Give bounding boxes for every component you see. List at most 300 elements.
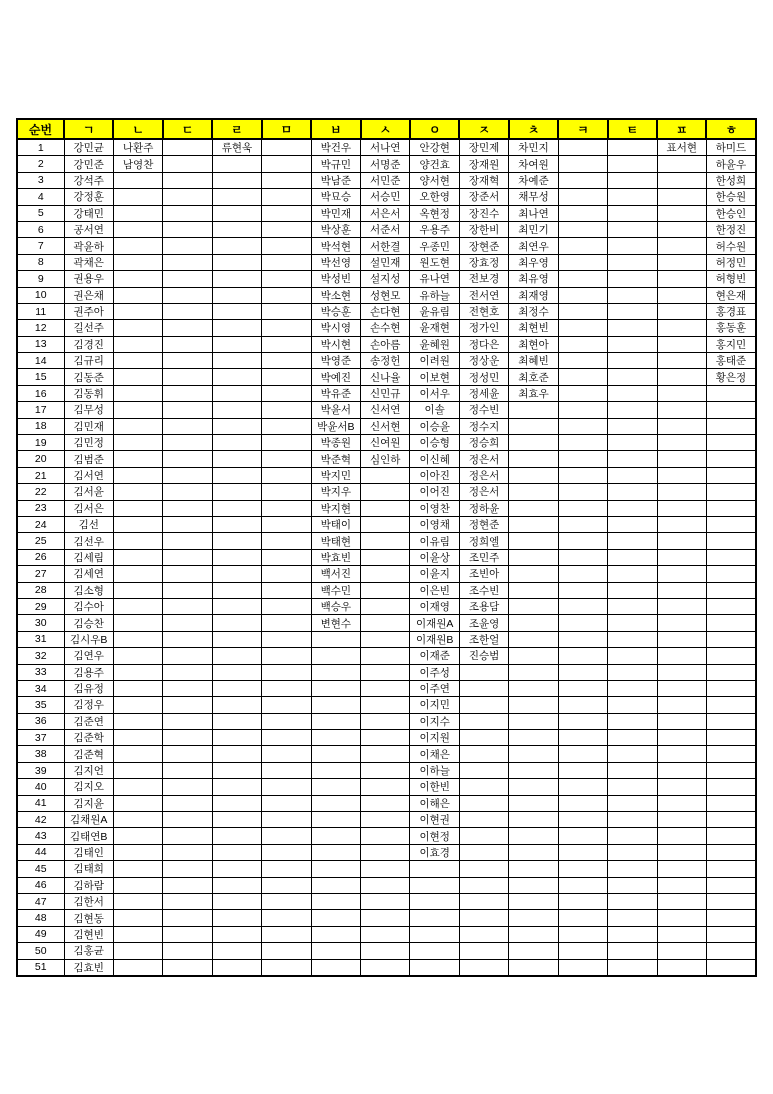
name-cell <box>608 369 657 385</box>
name-cell <box>262 680 311 696</box>
name-cell <box>262 254 311 270</box>
name-cell <box>262 713 311 729</box>
name-cell: 조용담 <box>459 598 508 614</box>
name-cell <box>509 959 558 976</box>
name-cell <box>608 631 657 647</box>
name-cell <box>163 762 212 778</box>
name-cell <box>262 287 311 303</box>
name-cell <box>311 877 360 893</box>
name-cell <box>608 336 657 352</box>
name-cell <box>361 959 410 976</box>
table-row <box>17 680 756 696</box>
name-cell: 표서현 <box>657 139 706 156</box>
name-cell: 이영채 <box>410 516 459 532</box>
name-cell <box>163 402 212 418</box>
name-cell: 백서진 <box>311 566 360 582</box>
table-row <box>17 418 756 434</box>
name-cell <box>212 303 261 319</box>
name-cell <box>657 910 706 926</box>
name-cell <box>163 451 212 467</box>
name-cell <box>558 664 607 680</box>
name-cell <box>706 648 756 664</box>
name-cell <box>509 664 558 680</box>
name-cell <box>608 615 657 631</box>
col-header-consonant: ㅈ <box>459 119 508 139</box>
name-cell: 강민균 <box>64 139 113 156</box>
name-cell <box>361 533 410 549</box>
name-cell: 김서은 <box>64 500 113 516</box>
name-cell <box>657 484 706 500</box>
name-cell: 이채은 <box>410 746 459 762</box>
name-cell <box>459 746 508 762</box>
name-cell <box>459 680 508 696</box>
name-cell <box>262 221 311 237</box>
name-cell <box>657 582 706 598</box>
name-cell <box>113 680 162 696</box>
name-cell <box>262 516 311 532</box>
name-cell: 정승희 <box>459 435 508 451</box>
name-cell: 조수빈 <box>459 582 508 598</box>
name-cell: 이한빈 <box>410 779 459 795</box>
name-cell: 전보경 <box>459 271 508 287</box>
name-cell: 이아진 <box>410 467 459 483</box>
name-cell <box>558 648 607 664</box>
name-cell <box>361 566 410 582</box>
row-number-cell: 34 <box>17 680 64 696</box>
name-cell: 최민기 <box>509 221 558 237</box>
name-cell: 최현아 <box>509 336 558 352</box>
name-cell <box>262 631 311 647</box>
row-number-cell: 11 <box>17 303 64 319</box>
name-cell: 홍동훈 <box>706 320 756 336</box>
name-cell <box>608 451 657 467</box>
name-cell <box>706 484 756 500</box>
name-cell <box>608 238 657 254</box>
name-cell <box>163 795 212 811</box>
name-cell: 장준서 <box>459 189 508 205</box>
name-cell <box>163 271 212 287</box>
row-number-cell: 15 <box>17 369 64 385</box>
name-cell <box>410 959 459 976</box>
name-cell <box>657 238 706 254</box>
name-cell <box>657 516 706 532</box>
name-cell <box>509 746 558 762</box>
name-cell: 장효정 <box>459 254 508 270</box>
name-cell: 김지오 <box>64 779 113 795</box>
name-cell: 정수지 <box>459 418 508 434</box>
name-cell: 차민지 <box>509 139 558 156</box>
name-cell <box>608 861 657 877</box>
name-cell: 김홍균 <box>64 943 113 959</box>
name-cell <box>608 418 657 434</box>
row-number-cell: 14 <box>17 353 64 369</box>
name-cell <box>509 861 558 877</box>
name-cell <box>163 828 212 844</box>
name-cell: 김현빈 <box>64 926 113 942</box>
row-number-cell: 9 <box>17 271 64 287</box>
name-cell <box>113 205 162 221</box>
name-cell <box>509 615 558 631</box>
name-cell: 장한비 <box>459 221 508 237</box>
name-cell <box>558 680 607 696</box>
name-cell <box>113 484 162 500</box>
name-cell <box>163 139 212 156</box>
name-cell <box>706 762 756 778</box>
header-row <box>17 119 756 139</box>
name-cell: 김지언 <box>64 762 113 778</box>
name-cell: 김지윤 <box>64 795 113 811</box>
name-cell <box>706 664 756 680</box>
name-cell: 박지현 <box>311 500 360 516</box>
name-cell: 우용주 <box>410 221 459 237</box>
name-cell: 김무성 <box>64 402 113 418</box>
row-number-cell: 46 <box>17 877 64 893</box>
table-row <box>17 320 756 336</box>
name-cell <box>657 697 706 713</box>
name-cell: 최현빈 <box>509 320 558 336</box>
name-cell <box>262 959 311 976</box>
name-cell <box>212 516 261 532</box>
name-cell <box>657 926 706 942</box>
name-cell: 박태이 <box>311 516 360 532</box>
name-cell <box>113 713 162 729</box>
name-cell <box>608 697 657 713</box>
name-cell <box>459 877 508 893</box>
name-cell: 김태인 <box>64 844 113 860</box>
name-cell <box>558 861 607 877</box>
name-cell <box>262 139 311 156</box>
row-number-cell: 42 <box>17 812 64 828</box>
name-cell <box>608 746 657 762</box>
name-cell <box>361 762 410 778</box>
name-cell <box>706 844 756 860</box>
name-cell: 서준서 <box>361 221 410 237</box>
name-cell <box>657 533 706 549</box>
name-cell <box>311 910 360 926</box>
table-row <box>17 484 756 500</box>
name-cell <box>262 320 311 336</box>
name-cell <box>163 566 212 582</box>
name-cell <box>113 451 162 467</box>
name-cell <box>657 861 706 877</box>
name-cell: 이재영 <box>410 598 459 614</box>
name-cell <box>558 385 607 401</box>
row-number-cell: 47 <box>17 893 64 909</box>
name-cell <box>212 484 261 500</box>
name-cell <box>608 877 657 893</box>
name-cell <box>163 664 212 680</box>
table-row <box>17 533 756 549</box>
name-cell <box>113 435 162 451</box>
name-cell <box>509 828 558 844</box>
name-cell <box>509 812 558 828</box>
name-cell <box>608 516 657 532</box>
name-cell <box>262 730 311 746</box>
row-number-cell: 7 <box>17 238 64 254</box>
name-cell <box>706 500 756 516</box>
name-cell <box>262 648 311 664</box>
name-cell: 우종민 <box>410 238 459 254</box>
name-cell <box>212 385 261 401</box>
name-cell <box>558 254 607 270</box>
name-cell <box>262 435 311 451</box>
name-cell: 박윤서 <box>311 402 360 418</box>
name-cell: 김정우 <box>64 697 113 713</box>
name-cell <box>212 779 261 795</box>
name-cell <box>558 221 607 237</box>
name-cell <box>212 910 261 926</box>
name-cell <box>706 516 756 532</box>
name-cell <box>509 402 558 418</box>
name-cell: 김세연 <box>64 566 113 582</box>
name-cell <box>113 172 162 188</box>
row-number-cell: 48 <box>17 910 64 926</box>
name-cell <box>509 926 558 942</box>
name-cell <box>558 631 607 647</box>
name-cell <box>558 893 607 909</box>
name-cell <box>163 385 212 401</box>
name-cell <box>558 238 607 254</box>
name-cell <box>706 631 756 647</box>
name-cell <box>608 484 657 500</box>
name-cell <box>558 369 607 385</box>
name-cell: 이현권 <box>410 812 459 828</box>
name-cell: 한승원 <box>706 189 756 205</box>
name-cell <box>212 451 261 467</box>
name-cell <box>608 533 657 549</box>
name-cell <box>410 926 459 942</box>
name-cell <box>657 435 706 451</box>
name-cell <box>113 303 162 319</box>
name-cell <box>212 762 261 778</box>
name-cell <box>163 730 212 746</box>
table-row <box>17 746 756 762</box>
name-cell: 양건효 <box>410 156 459 172</box>
name-cell <box>163 926 212 942</box>
name-cell <box>410 943 459 959</box>
name-cell <box>608 598 657 614</box>
name-cell: 박시현 <box>311 336 360 352</box>
name-cell <box>657 418 706 434</box>
name-cell: 곽윤하 <box>64 238 113 254</box>
name-cell <box>558 353 607 369</box>
name-cell <box>706 582 756 598</box>
row-number-cell: 37 <box>17 730 64 746</box>
name-cell: 성현모 <box>361 287 410 303</box>
col-header-consonant: ㅎ <box>706 119 756 139</box>
name-cell <box>608 500 657 516</box>
name-cell: 유나연 <box>410 271 459 287</box>
name-cell <box>212 664 261 680</box>
name-cell <box>608 353 657 369</box>
name-cell <box>459 943 508 959</box>
name-cell <box>311 730 360 746</box>
name-cell <box>113 549 162 565</box>
name-cell: 권은채 <box>64 287 113 303</box>
name-cell <box>509 943 558 959</box>
name-cell: 이해은 <box>410 795 459 811</box>
name-cell <box>608 139 657 156</box>
name-cell: 박지우 <box>311 484 360 500</box>
name-cell <box>163 697 212 713</box>
name-cell <box>311 680 360 696</box>
name-cell <box>608 189 657 205</box>
name-cell <box>558 697 607 713</box>
table-row <box>17 926 756 942</box>
name-cell <box>706 943 756 959</box>
name-cell: 김태연B <box>64 828 113 844</box>
name-cell <box>163 648 212 664</box>
name-cell <box>212 435 261 451</box>
name-cell <box>509 877 558 893</box>
name-cell <box>212 238 261 254</box>
row-number-cell: 30 <box>17 615 64 631</box>
name-cell <box>361 598 410 614</box>
name-cell <box>262 762 311 778</box>
name-cell <box>212 402 261 418</box>
name-cell <box>113 615 162 631</box>
name-cell <box>608 385 657 401</box>
table-row <box>17 435 756 451</box>
name-cell: 김한서 <box>64 893 113 909</box>
name-cell <box>113 910 162 926</box>
name-cell <box>113 189 162 205</box>
name-cell <box>706 598 756 614</box>
name-cell <box>558 402 607 418</box>
name-cell: 김태희 <box>64 861 113 877</box>
name-cell <box>163 812 212 828</box>
name-cell <box>212 926 261 942</box>
row-number-cell: 19 <box>17 435 64 451</box>
name-cell <box>459 795 508 811</box>
name-cell <box>262 812 311 828</box>
name-cell <box>608 730 657 746</box>
name-cell <box>657 451 706 467</box>
name-cell <box>262 598 311 614</box>
name-cell: 박영준 <box>311 353 360 369</box>
name-cell <box>558 812 607 828</box>
name-cell: 박소현 <box>311 287 360 303</box>
name-cell: 정가인 <box>459 320 508 336</box>
name-cell: 강정훈 <box>64 189 113 205</box>
name-cell <box>657 221 706 237</box>
name-cell <box>706 467 756 483</box>
name-cell <box>212 631 261 647</box>
name-cell: 이지원 <box>410 730 459 746</box>
row-number-cell: 45 <box>17 861 64 877</box>
name-cell: 손다현 <box>361 303 410 319</box>
name-cell: 원도현 <box>410 254 459 270</box>
name-cell <box>459 926 508 942</box>
name-cell <box>163 336 212 352</box>
name-cell <box>163 746 212 762</box>
name-cell <box>558 828 607 844</box>
name-cell <box>163 893 212 909</box>
name-cell <box>163 713 212 729</box>
table-row <box>17 303 756 319</box>
row-number-cell: 44 <box>17 844 64 860</box>
table-row <box>17 582 756 598</box>
name-cell <box>706 680 756 696</box>
name-cell: 하윤우 <box>706 156 756 172</box>
name-cell: 박성빈 <box>311 271 360 287</box>
name-cell <box>311 713 360 729</box>
name-cell: 김효빈 <box>64 959 113 976</box>
table-row <box>17 139 756 156</box>
name-cell: 최정수 <box>509 303 558 319</box>
name-cell <box>608 828 657 844</box>
col-header-consonant: ㅅ <box>361 119 410 139</box>
name-cell <box>459 893 508 909</box>
name-cell <box>113 221 162 237</box>
name-cell <box>361 828 410 844</box>
name-cell <box>311 861 360 877</box>
name-cell <box>163 598 212 614</box>
name-cell <box>262 385 311 401</box>
row-number-cell: 16 <box>17 385 64 401</box>
name-cell: 장민제 <box>459 139 508 156</box>
row-number-cell: 3 <box>17 172 64 188</box>
name-cell <box>706 435 756 451</box>
row-number-cell: 28 <box>17 582 64 598</box>
row-number-cell: 5 <box>17 205 64 221</box>
row-number-cell: 41 <box>17 795 64 811</box>
name-cell: 장재혁 <box>459 172 508 188</box>
name-cell <box>459 779 508 795</box>
name-cell <box>608 582 657 598</box>
name-cell: 이려원 <box>410 353 459 369</box>
name-cell <box>706 926 756 942</box>
name-cell: 남영찬 <box>113 156 162 172</box>
name-cell <box>113 861 162 877</box>
name-cell <box>113 664 162 680</box>
row-number-cell: 39 <box>17 762 64 778</box>
name-cell <box>608 795 657 811</box>
name-cell <box>706 910 756 926</box>
row-number-cell: 33 <box>17 664 64 680</box>
name-cell <box>163 943 212 959</box>
row-number-cell: 2 <box>17 156 64 172</box>
col-header-consonant: ㄹ <box>212 119 261 139</box>
name-cell: 김준학 <box>64 730 113 746</box>
table-row <box>17 762 756 778</box>
row-number-cell: 40 <box>17 779 64 795</box>
table-row <box>17 730 756 746</box>
name-cell <box>113 795 162 811</box>
name-cell <box>361 664 410 680</box>
name-cell: 이윤지 <box>410 566 459 582</box>
col-header-consonant: ㅁ <box>262 119 311 139</box>
name-cell <box>558 172 607 188</box>
name-cell: 신여원 <box>361 435 410 451</box>
name-cell <box>706 713 756 729</box>
name-cell: 윤혜원 <box>410 336 459 352</box>
name-cell <box>163 435 212 451</box>
name-cell <box>212 648 261 664</box>
name-cell <box>311 762 360 778</box>
name-cell <box>657 648 706 664</box>
name-cell <box>657 254 706 270</box>
name-cell <box>262 156 311 172</box>
name-cell <box>311 631 360 647</box>
row-number-cell: 13 <box>17 336 64 352</box>
name-cell: 박시영 <box>311 320 360 336</box>
name-cell <box>361 779 410 795</box>
name-cell <box>262 697 311 713</box>
name-cell <box>509 893 558 909</box>
name-cell <box>311 828 360 844</box>
name-cell <box>558 844 607 860</box>
